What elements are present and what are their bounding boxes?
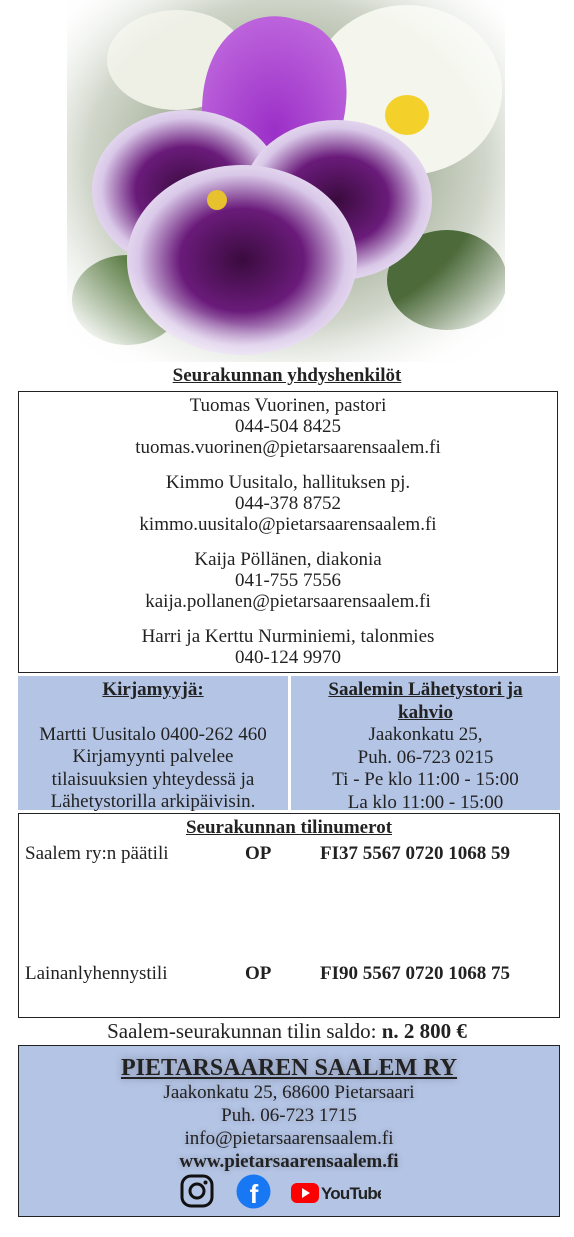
youtube-label: YouTube — [321, 1184, 381, 1203]
bookseller-line: Martti Uusitalo 0400-262 460 — [39, 723, 267, 745]
contact-email[interactable]: kimmo.uusitalo@pietarsaarensaalem.fi — [139, 514, 437, 535]
account-name: Saalem ry:n päätili — [25, 843, 169, 864]
account-name: Lainanlyhennystili — [25, 963, 168, 984]
bookseller-line: Lähetystorilla arkipäivisin. — [50, 791, 256, 812]
contacts-title: Seurakunnan yhdyshenkilöt — [172, 365, 402, 386]
footer-panel — [18, 1045, 560, 1217]
contacts-box — [18, 391, 558, 673]
account-row — [25, 963, 555, 985]
contact-email[interactable]: tuomas.vuorinen@pietarsaarensaalem.fi — [135, 437, 441, 458]
account-iban: FI90 5567 0720 1068 75 — [320, 963, 510, 984]
account-iban: FI37 5567 0720 1068 59 — [320, 843, 510, 864]
contact-name: Kaija Pöllänen, diakonia — [194, 549, 382, 570]
bookseller-line: tilaisuuksien yhteydessä ja — [51, 768, 255, 790]
footer-address: Jaakonkatu 25, 68600 Pietarsaari — [163, 1082, 415, 1103]
footer-website[interactable]: www.pietarsaarensaalem.fi — [179, 1151, 399, 1172]
account-row — [25, 843, 555, 865]
info-row — [18, 676, 560, 813]
bookseller-panel — [18, 676, 288, 810]
mission-market-title: Saalemin Lähetystori ja — [328, 679, 523, 700]
facebook-letter: f — [249, 1179, 259, 1209]
contact-phone[interactable]: 044-378 8752 — [234, 493, 342, 514]
footer-email[interactable]: info@pietarsaarensaalem.fi — [184, 1128, 394, 1149]
youtube-icon[interactable] — [291, 1181, 381, 1211]
account-bank: OP — [245, 963, 272, 984]
mission-market-line: Ti - Pe klo 11:00 - 15:00 — [332, 769, 519, 790]
social-links — [19, 1174, 559, 1212]
contact-phone[interactable]: 040-124 9970 — [234, 647, 342, 668]
bookseller-title: Kirjamyyjä: — [102, 679, 204, 700]
footer-phone[interactable]: Puh. 06-723 1715 — [221, 1105, 357, 1126]
contact-phone[interactable]: 041-755 7556 — [234, 570, 342, 591]
balance-label: Saalem-seurakunnan tilin saldo: — [107, 1019, 377, 1043]
mission-market-line: La klo 11:00 - 15:00 — [347, 791, 504, 813]
facebook-icon[interactable] — [236, 1174, 271, 1215]
contact-email[interactable]: kaija.pollanen@pietarsaarensaalem.fi — [145, 591, 431, 612]
organization-name: PIETARSAAREN SAALEM RY — [120, 1055, 458, 1081]
contact-name: Tuomas Vuorinen, pastori — [189, 395, 387, 416]
mission-market-title-cont: kahvio — [398, 701, 453, 723]
contact-name: Harri ja Kerttu Nurminiemi, talonmies — [141, 626, 435, 647]
contact-card — [19, 395, 557, 458]
account-bank: OP — [245, 843, 272, 864]
contact-card — [19, 626, 557, 668]
pansy-photo — [67, 0, 505, 362]
balance-value: n. 2 800 € — [381, 1019, 467, 1043]
contact-card — [19, 549, 557, 612]
mission-market-line: Puh. 06-723 0215 — [357, 746, 494, 768]
contact-phone[interactable]: 044-504 8425 — [234, 416, 342, 437]
mission-market-line: Jaakonkatu 25, — [368, 724, 483, 745]
instagram-icon[interactable] — [180, 1174, 214, 1214]
accounts-title: Seurakunnan tilinumerot — [185, 817, 393, 838]
mission-market-panel — [291, 676, 560, 813]
bookseller-line: Kirjamyynti palvelee — [72, 746, 234, 767]
contact-name: Kimmo Uusitalo, hallituksen pj. — [165, 472, 411, 493]
contact-card — [19, 472, 557, 535]
balance-line — [0, 1019, 574, 1044]
accounts-box — [18, 813, 560, 1018]
